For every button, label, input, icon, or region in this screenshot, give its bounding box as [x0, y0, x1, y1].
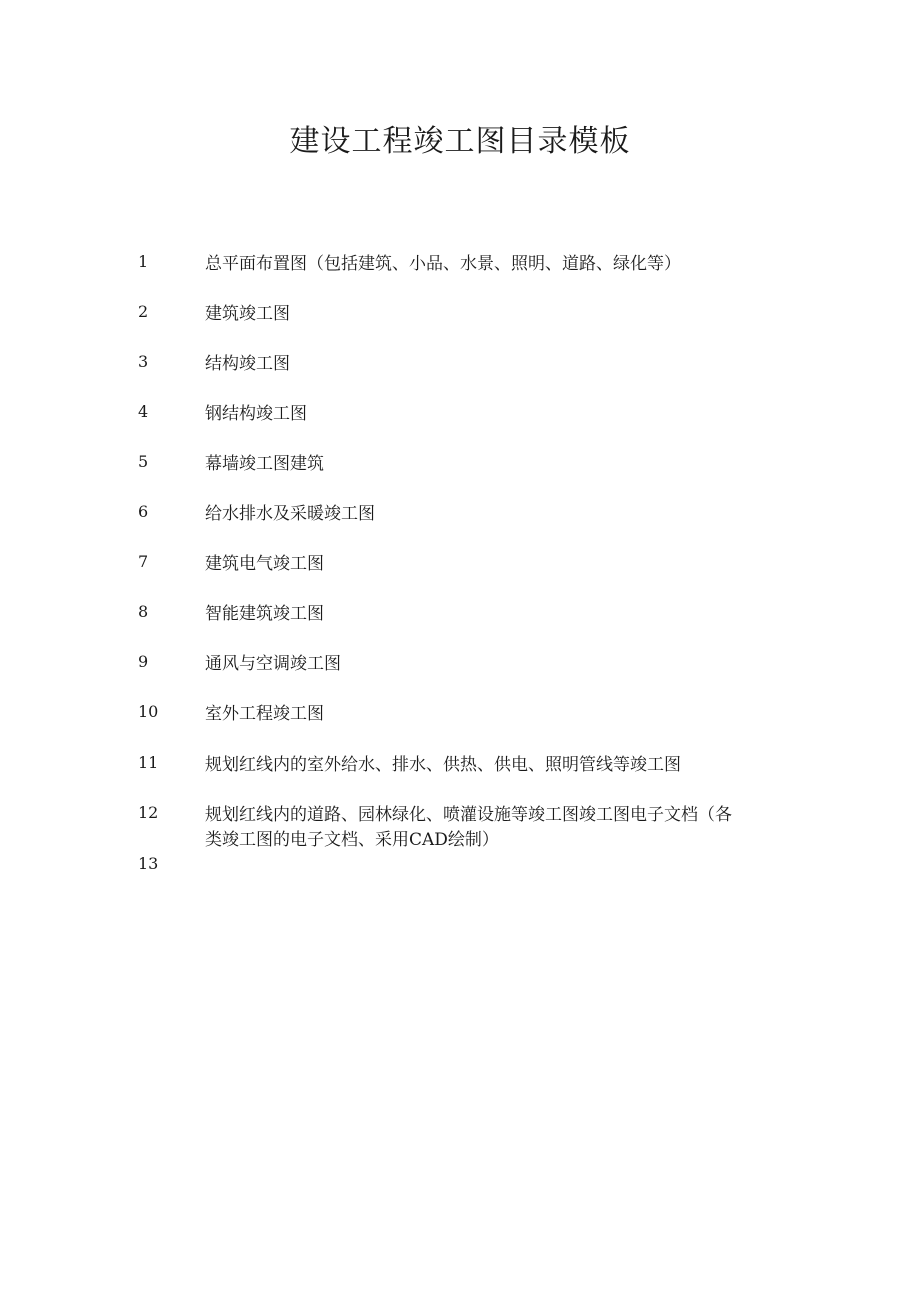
toc-item-number: 6 — [138, 502, 149, 521]
toc-item-text: 规划红线内的道路、园林绿化、喷灌设施等竣工图竣工图电子文档（各类竣工图的电子文档、采用CAD绘制） — [205, 805, 732, 850]
toc-item-number: 11 — [138, 753, 159, 772]
toc-item-text: 结构竣工图 — [205, 354, 290, 374]
toc-item-number: 2 — [138, 302, 149, 321]
toc-item — [0, 700, 920, 740]
toc-item — [0, 650, 920, 690]
toc-item-number: 5 — [138, 452, 149, 471]
toc-item-text: 通风与空调竣工图 — [205, 654, 341, 674]
toc-item-number: 8 — [138, 602, 149, 621]
toc-item-text: 规划红线内的室外给水、排水、供热、供电、照明管线等竣工图 — [205, 755, 681, 775]
toc-item — [0, 500, 920, 540]
toc-item-number: 1 — [138, 252, 149, 271]
toc-item-number: 3 — [138, 352, 149, 371]
toc-item-number: 10 — [138, 702, 159, 721]
toc-item — [0, 350, 920, 390]
toc-item — [0, 400, 920, 440]
page-title: 建设工程竣工图目录模板 — [289, 124, 631, 159]
toc-item-number: 4 — [138, 402, 149, 421]
toc-item-text: 总平面布置图（包括建筑、小品、水景、照明、道路、绿化等） — [205, 254, 681, 274]
toc-item-text: 钢结构竣工图 — [205, 404, 307, 424]
toc-item-text: 室外工程竣工图 — [205, 704, 324, 724]
toc-item — [0, 300, 920, 340]
toc-item-number: 9 — [138, 652, 149, 671]
toc-item-number: 13 — [138, 854, 159, 873]
toc-item-text: 给水排水及采暖竣工图 — [205, 504, 375, 524]
toc-item-text: 建筑电气竣工图 — [205, 554, 324, 574]
toc-item-number: 7 — [138, 552, 149, 571]
toc-item-text: 建筑竣工图 — [205, 304, 290, 324]
toc-item — [0, 852, 920, 892]
toc-item — [0, 600, 920, 640]
toc-item — [0, 250, 920, 290]
toc-item — [0, 450, 920, 490]
toc-item-number: 12 — [138, 803, 159, 822]
toc-item — [0, 751, 920, 791]
toc-item — [0, 550, 920, 590]
toc-item-text: 幕墙竣工图建筑 — [205, 454, 324, 474]
toc-item-text: 智能建筑竣工图 — [205, 604, 324, 624]
